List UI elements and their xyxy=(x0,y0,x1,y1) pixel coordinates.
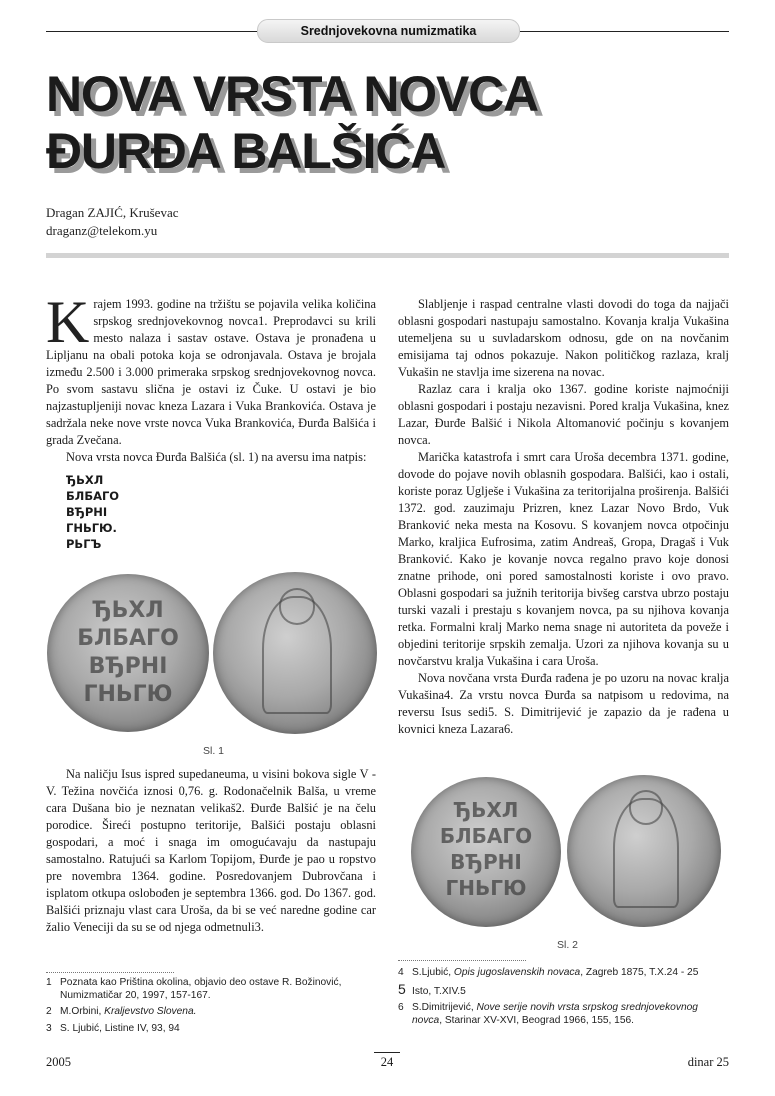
title-separator xyxy=(46,253,729,258)
figure-2-caption: Sl. 2 xyxy=(557,939,579,951)
footnote-3: 3 S. Ljubić, Listine IV, 93, 94 xyxy=(46,1023,180,1034)
footnote-separator xyxy=(46,972,174,973)
coin-2-obverse-image: ЂЬХЛ БЛБАГО ВЂРНІ ГНЬГЮ xyxy=(411,777,561,927)
footnote-1: 1 Poznata kao Priština okolina, objavio deo ostave R. Božinović, Numizmatičar 20, 1997, 157-167. xyxy=(46,977,342,1001)
header-rule-right xyxy=(518,31,729,32)
footnotes-left xyxy=(46,976,376,1035)
left-column-bottom xyxy=(46,766,376,936)
footnote-6: 6 S.Dimitrijević, Nove serije novih vrsta srpskog srednjovekovnog novca, Starinar XV-XVI, Beograd 1966, 155, 156. xyxy=(398,1002,698,1026)
right-column xyxy=(398,296,729,738)
footnote-separator-right xyxy=(398,960,526,961)
coin-reverse-image xyxy=(213,572,377,734)
drop-cap: K xyxy=(46,289,90,355)
paragraph: Nova vrsta novca Đurđa Balšića (sl. 1) na aversu ima natpis: xyxy=(66,450,367,464)
figure-1-caption: Sl. 1 xyxy=(203,745,225,757)
paragraph: Nova novčana vrsta Đurđa rađena je po uzoru na novac kralja Vukašina4. Za vrstu novca Đurđa sa natpisom u redovima, na reversu Isus sedi5. S. Dimitrijević je zapazio da je rađena u kovnici kneza Lazara6. xyxy=(398,671,729,736)
section-label: Srednjovekovna numizmatika xyxy=(257,19,520,43)
inscription-line: ВЂРНІ xyxy=(66,505,108,519)
paragraph: Razlaz cara i kralja oko 1367. godine koriste najmoćniji oblasni gospodari i postaju nezavisni. Pored kralja Vukašina, knez Lazar, Đurđe Balšić i Nikola Altomanović počinju s kovanjem novca. xyxy=(398,382,729,447)
header-rule-left xyxy=(46,31,257,32)
footnotes-right xyxy=(398,966,729,1027)
paragraph: Marička katastrofa i smrt cara Uroša decembra 1371. godine, dovode do pojave novih oblasnih gospodara. Balšići, kao i ostali, koriste poraz Uglješe i Vukašina za teritorijalna proširenja. Balšići 1372. god. zauzimaju Prizren, knez Lazar Novo Brdo, Vuk Branković neka mesta na Kosovu. S kovanjem novca otpočinju Marko, kraljica Eufrosima, zatim Andreaš, Gropa, Dragaš i Vuk Branković. Kako je kovanje novca regalno pravo koje donosi znatne prihode, oni pored samostalnosti koriste i ovo pravo. Oblasni gospodari sa južnih teritorija bivšeg carstva ubrzo postaju turski vazali i prestaju s kovanjem novca, pa su njihova kovanja retka. Formalni kralj Marko nema snage ni autoriteta da poveže i objedini teritorije srpskih zemalja. Uzori za njihova kovanja su u novčarstvu kralja Vukašina i cara Uroša. xyxy=(398,450,729,668)
author-name: Dragan ZAJIĆ, Kruševac xyxy=(46,205,179,220)
paragraph: Slabljenje i raspad centralne vlasti dovodi do toga da najjači oblasni gospodari nastupaju samostalno. Kovanja kralja Vukašina utemeljena su u suvladarskom odnosu, gde on na novčanim emisijama taj odnos pokazuje. Nakon političkog razlaza, kralj Vukašin ne stavlja ime sizerena na novac. xyxy=(398,297,729,379)
paragraph: Krajem 1993. godine na tržištu se pojavila velika količina srpskog srednjovekovnog novca1. Preprodavci su krili mesto nalaza i sastav ostave. Ostava je pronađena u Lipljanu na obali potoka koja se odronjavala. Ostava je brojala između 2.500 i 3.000 primeraka srpskog srednjovekovnog novca. Po svom sastavu slična je ostavi iz Čuke. U ostavi je bio najzastupljeniji novac kneza Lazara i Vuka Brankovića. Ostava je sadržala neke nove vrste novca Vuka Brankovića, Đurđa Balšića i grada Zvečana. xyxy=(46,289,376,447)
author-email: draganz@telekom.yu xyxy=(46,223,158,238)
coin-obverse-image: ЂЬХЛ БЛБАГО ВЂРНІ ГНЬГЮ xyxy=(47,574,209,732)
footer-journal: dinar 25 xyxy=(687,1055,729,1069)
article-title xyxy=(46,66,706,179)
footnote-4: 4 S.Ljubić, Opis jugoslavenskih novaca, Zagreb 1875, T.X.24 - 25 xyxy=(398,967,699,978)
footer-year: 2005 xyxy=(46,1055,71,1069)
left-column-top xyxy=(46,289,376,552)
footnote-2: 2 M.Orbini, Kraljevstvo Slovena. xyxy=(46,1006,197,1017)
inscription-line: ГНЬГЮ. xyxy=(66,521,117,535)
inscription-line: БЛБАГО xyxy=(66,489,120,503)
inscription-line: РЬГЪ xyxy=(66,537,102,551)
coin-2-reverse-image xyxy=(567,775,721,927)
page-number: 24 xyxy=(374,1052,400,1070)
coin-inscription xyxy=(66,472,376,552)
author-block xyxy=(46,204,178,240)
inscription-line: ЂЬХЛ xyxy=(66,473,104,487)
title-line-2: ĐURĐA BALŠIĆA xyxy=(46,122,446,179)
footnote-5: 5 Isto, T.XIV.5 xyxy=(398,981,466,997)
title-line-1: NOVA VRSTA NOVCA xyxy=(46,66,538,122)
paragraph: Na naličju Isus ispred supedaneuma, u visini bokova sigle V - V. Težina novčića iznosi 0,76. g. Rodonačelnik Balša, u vreme cara Dušana bio je neznatan velikaš2. Đurđe Balšić je na čelu porodice. Šireći postupno teritorije, Balšići postaju oblasni gospodari, a moć i snaga im omogućavaju da nastupaju samostalno. Ratujući sa Karlom Topijom, Đurđe je pao u ropstvo pre novembra 1364. godine. Posredovanjem Dubrovčana i isplatom otkupa oslobođen je septembra 1366. god. Do 1367. god. Balšići priznaju vlast cara Uroša, da bi se već naredne godine car žalio Veneciji da su se od njega odmetnuli3. xyxy=(46,767,376,934)
